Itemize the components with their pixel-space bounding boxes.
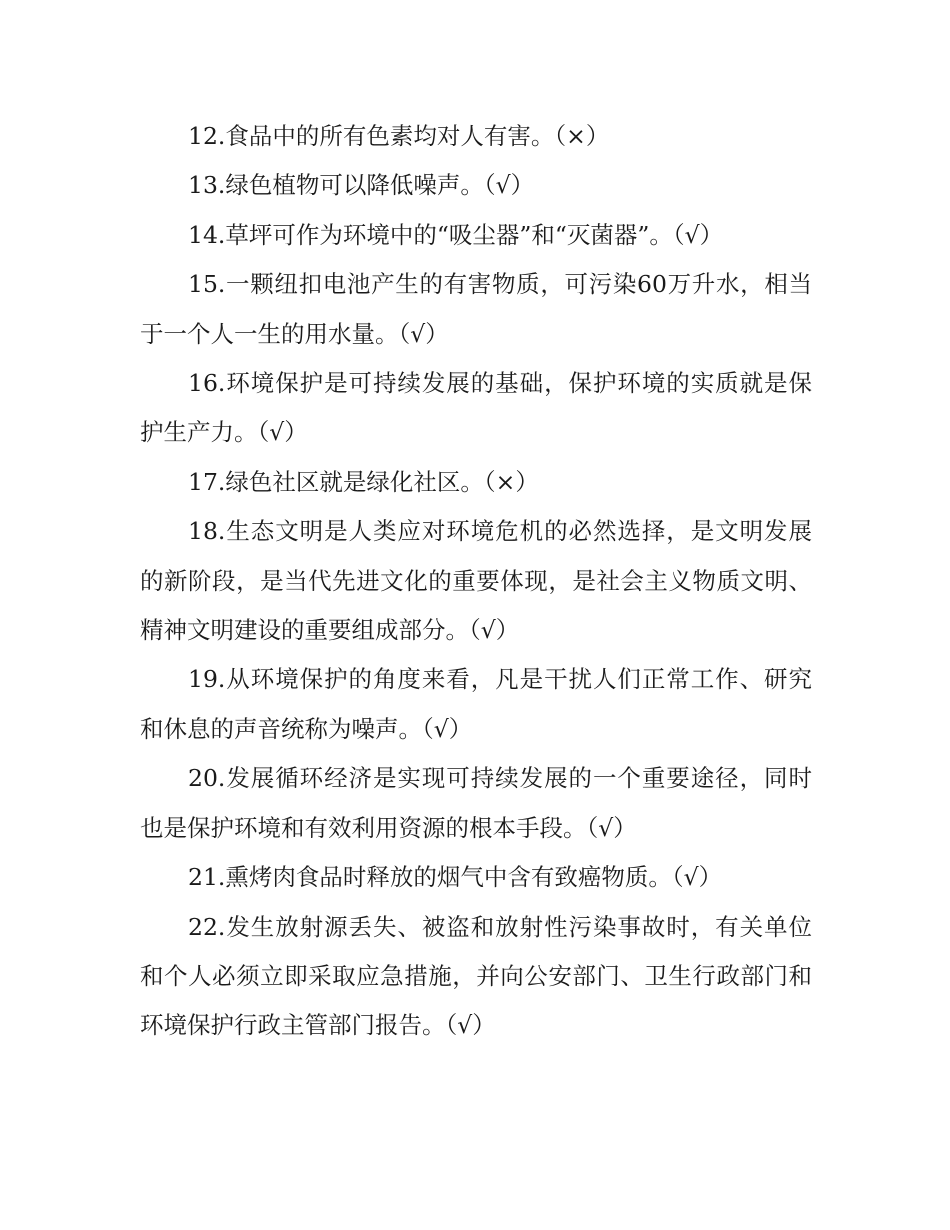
question-item-20: 20.发展循环经济是实现可持续发展的一个重要途径，同时也是保护环境和有效利用资源的根本手段。（√） bbox=[140, 764, 812, 842]
question-item-12: 12.食品中的所有色素均对人有害。（×） bbox=[188, 122, 610, 150]
question-item-18: 18.生态文明是人类应对环境危机的必然选择，是文明发展的新阶段，是当代先进文化的重要体现，是社会主义物质文明、精神文明建设的重要组成部分。（√） bbox=[140, 517, 812, 645]
question-item-17: 17.绿色社区就是绿化社区。（×） bbox=[188, 467, 539, 496]
question-item-14: 14.草坪可作为环境中的“吸尘器”和“灭菌器”。（√） bbox=[188, 220, 724, 249]
question-list bbox=[140, 112, 812, 1051]
question-item-13: 13.绿色植物可以降低噪声。（√） bbox=[188, 171, 535, 200]
question-item-22: 22.发生放射源丢失、被盗和放射性污染事故时，有关单位和个人必须立即采取应急措施，并向公安部门、卫生行政部门和环境保护行政主管部门报告。（√） bbox=[140, 912, 812, 1040]
question-item-19: 19.从环境保护的角度来看，凡是干扰人们正常工作、研究和休息的声音统称为噪声。（√） bbox=[140, 665, 812, 743]
question-item-15: 15.一颗纽扣电池产生的有害物质，可污染60万升水，相当于一个人一生的用水量。（√） bbox=[140, 270, 812, 348]
question-item-21: 21.熏烤肉食品时释放的烟气中含有致癌物质。（√） bbox=[188, 863, 723, 892]
question-item-16: 16.环境保护是可持续发展的基础，保护环境的实质就是保护生产力。（√） bbox=[140, 369, 812, 447]
